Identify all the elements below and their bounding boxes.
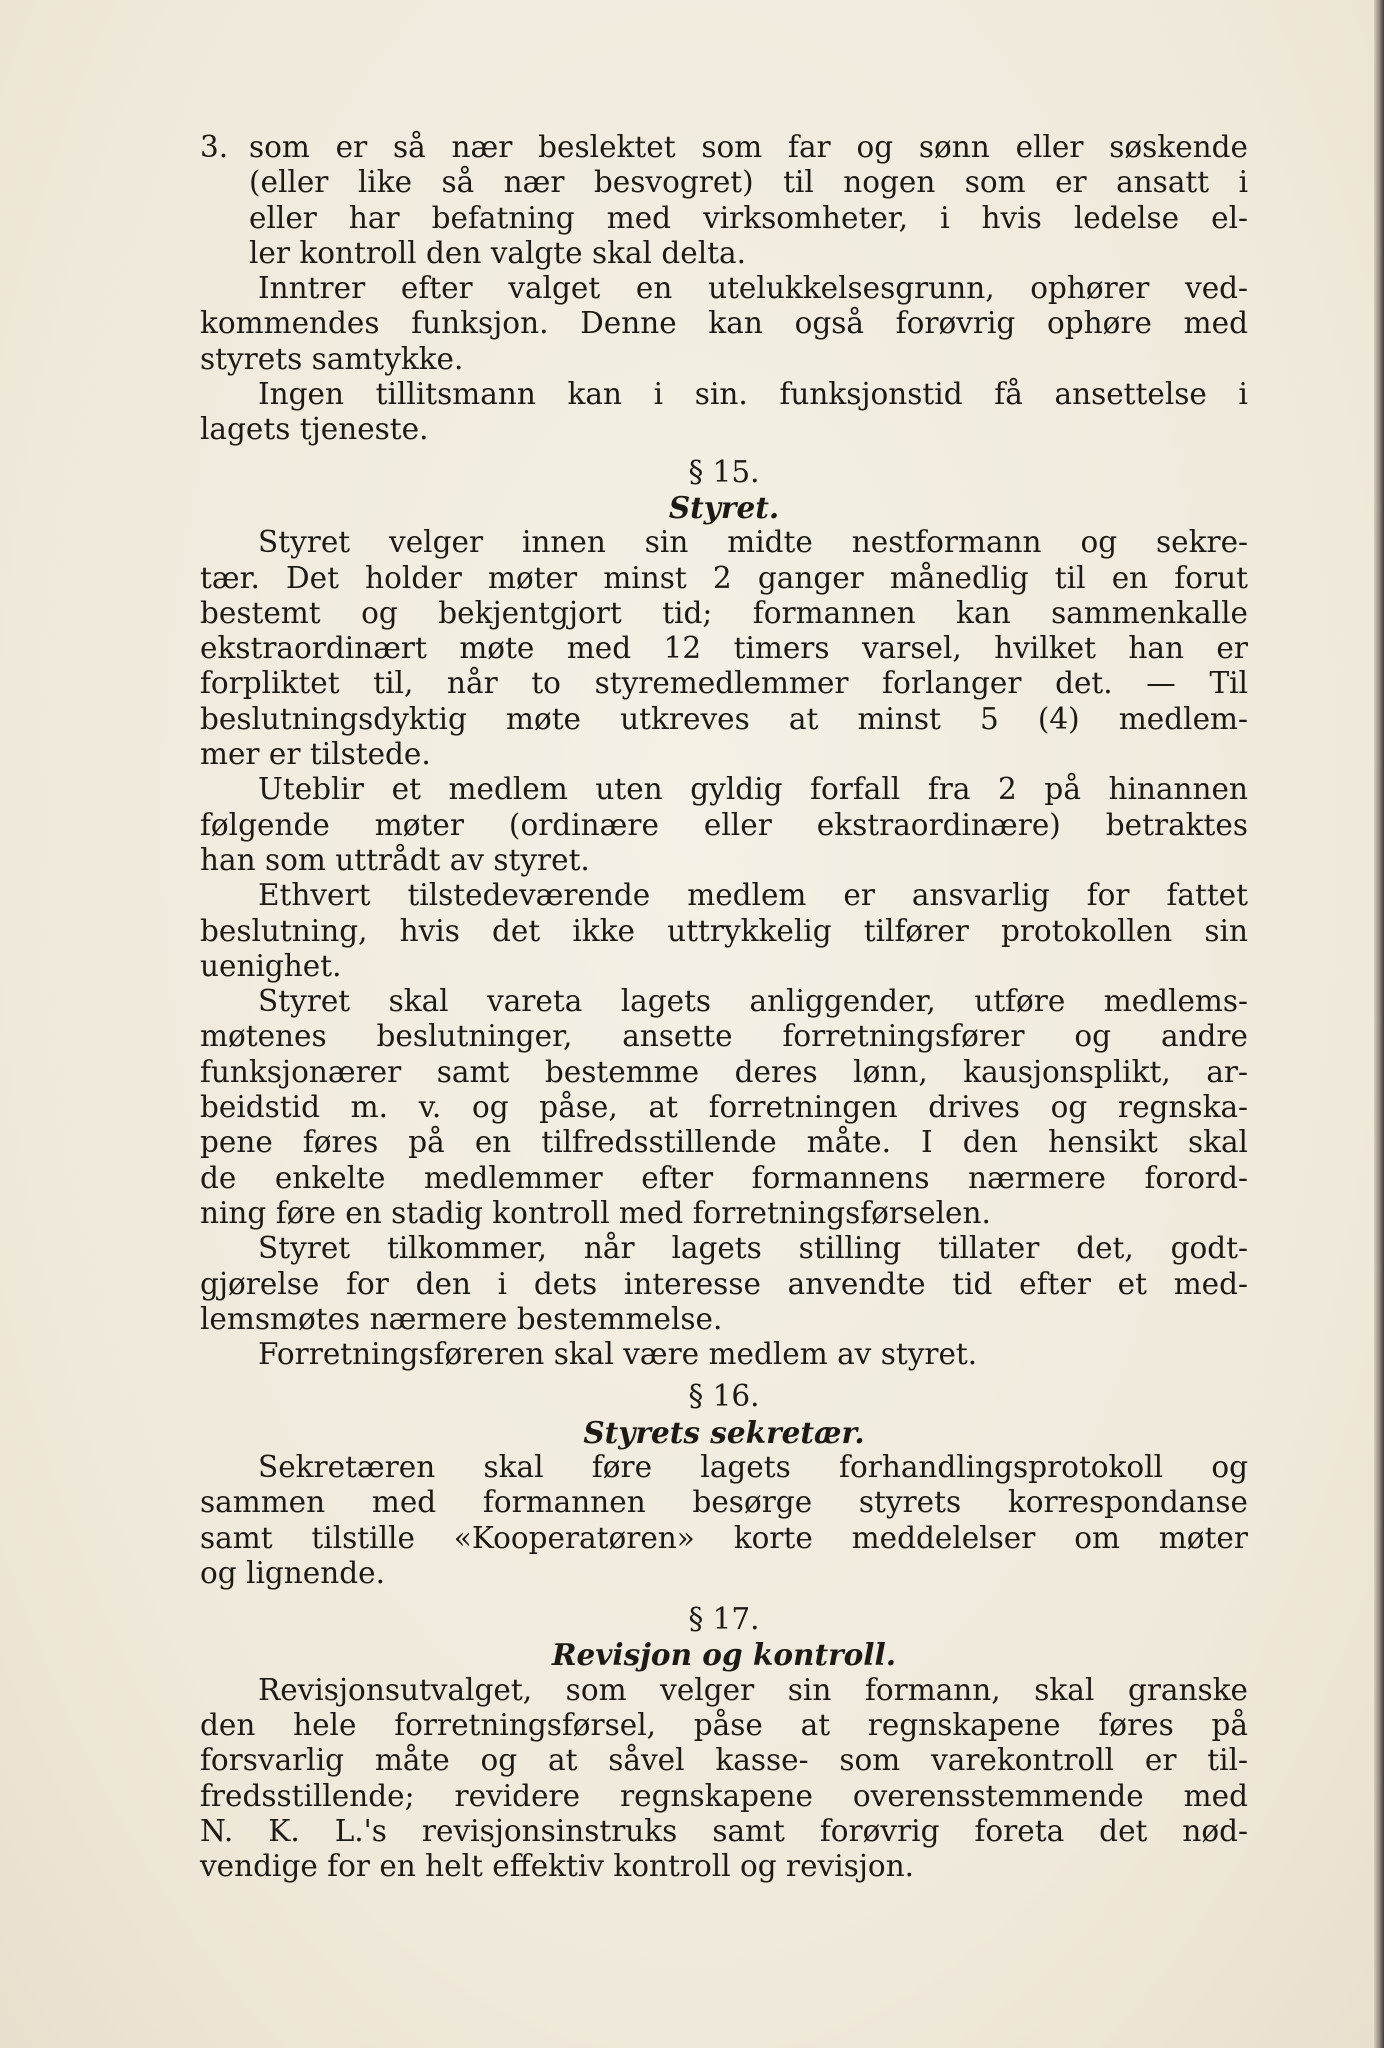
text-line: Styret tilkommer, når lagets stilling tillater det, godt- — [258, 1231, 1248, 1266]
paragraph-s15-3 — [200, 878, 1248, 984]
page-edge-shadow — [1374, 0, 1384, 2048]
text-line: forsvarlig måte og at såvel kasse- som varekontroll er til- — [200, 1743, 1248, 1778]
text-line: Inntrer efter valget en utelukkelsesgrunn, ophører ved- — [258, 271, 1248, 306]
text-line: kommendes funksjon. Denne kan også forøvrig ophøre med — [200, 306, 1248, 341]
text-line: og lignende. — [200, 1555, 385, 1590]
text-line: ning føre en stadig kontroll med forretningsførselen. — [200, 1195, 991, 1230]
text-line: Ingen tillitsmann kan i sin. funksjonstid få ansettelse i — [258, 377, 1248, 412]
text-line: Ethvert tilstedeværende medlem er ansvarlig for fattet — [258, 878, 1248, 913]
section-15-heading — [200, 455, 1248, 526]
paragraph-s15-1 — [200, 525, 1248, 772]
text-line: fredsstillende; revidere regnskapene overensstemmende med — [200, 1778, 1248, 1813]
text-line: følgende møter (ordinære eller ekstraordinære) betraktes — [200, 807, 1248, 842]
text-line: han som uttrådt av styret. — [200, 842, 590, 877]
section-number: § 17. — [688, 1602, 760, 1637]
text-line: sammen med formannen besørge styrets korrespondanse — [200, 1485, 1248, 1520]
text-line: samt tilstille «Kooperatøren» korte meddelelser om møter — [200, 1520, 1248, 1555]
text-line: Uteblir et medlem uten gyldig forfall fra 2 på hinannen — [258, 772, 1248, 807]
item-3-paragraph — [200, 130, 1248, 271]
paragraph-s15-4 — [200, 984, 1248, 1231]
text-line: beslutning, hvis det ikke uttrykkelig tilfører protokollen sin — [200, 913, 1248, 948]
text-line: ler kontroll den valgte skal delta. — [249, 235, 746, 270]
section-number: § 15. — [688, 454, 760, 489]
section-16-heading — [200, 1379, 1248, 1450]
text-line: eller har befatning med virksomheter, i hvis ledelse el- — [249, 200, 1248, 235]
text-line: gjørelse for den i dets interesse anvendte tid efter et med- — [200, 1266, 1248, 1301]
text-line: som er så nær beslektet som far og sønn eller søskende — [249, 130, 1248, 164]
text-line: Styret skal vareta lagets anliggender, utføre medlems- — [258, 984, 1248, 1019]
section-number: § 16. — [688, 1379, 760, 1414]
text-line: lagets tjeneste. — [200, 412, 429, 447]
text-line: bestemt og bekjentgjort tid; formannen kan sammenkalle — [200, 595, 1248, 630]
text-line: Revisjonsutvalget, som velger sin formann, skal granske — [258, 1672, 1248, 1707]
text-line: uenighet. — [200, 948, 342, 983]
text-line: N. K. L.'s revisjonsinstruks samt forøvrig foreta det nød- — [200, 1813, 1248, 1848]
text-line: ekstraordinært møte med 12 timers varsel, hvilket han er — [200, 631, 1248, 666]
section-title: Styrets sekretær. — [583, 1414, 865, 1450]
paragraph-ingen — [200, 377, 1248, 448]
item-3-number: 3. — [200, 130, 229, 164]
paragraph-s17-1 — [200, 1673, 1248, 1885]
text-line: tær. Det holder møter minst 2 ganger månedlig til en forut — [200, 560, 1248, 595]
text-line: Sekretæren skal føre lagets forhandlingsprotokoll og — [258, 1449, 1248, 1484]
text-line: beslutningsdyktig møte utkreves at minst 5 (4) medlem- — [200, 701, 1248, 736]
text-line: mer er tilstede. — [200, 737, 431, 772]
text-line: (eller like så nær besvogret) til nogen som er ansatt i — [249, 165, 1248, 200]
text-line: styrets samtykke. — [200, 341, 464, 376]
text-line: vendige for en helt effektiv kontroll og revisjon. — [200, 1849, 915, 1884]
text-line: de enkelte medlemmer efter formannens nærmere forord- — [200, 1160, 1248, 1195]
section-title: Revisjon og kontroll. — [552, 1637, 896, 1673]
document-body — [200, 130, 1248, 1885]
text-line: lemsmøtes nærmere bestemmelse. — [200, 1301, 723, 1336]
section-title: Styret. — [668, 489, 780, 525]
text-line: pene føres på en tilfredsstillende måte. I den hensikt skal — [200, 1125, 1248, 1160]
text-line: funksjonærer samt bestemme deres lønn, kausjonsplikt, ar- — [200, 1054, 1248, 1089]
paragraph-s15-6 — [200, 1337, 1248, 1372]
paragraph-s15-2 — [200, 772, 1248, 878]
text-line: den hele forretningsførsel, påse at regnskapene føres på — [200, 1708, 1248, 1743]
paragraph-s15-5 — [200, 1231, 1248, 1337]
text-line: Forretningsføreren skal være medlem av styret. — [258, 1337, 978, 1372]
paragraph-inntrer — [200, 271, 1248, 377]
text-line: Styret velger innen sin midte nestformann og sekre- — [258, 525, 1248, 560]
section-17-heading — [200, 1602, 1248, 1673]
text-line: møtenes beslutninger, ansette forretningsfører og andre — [200, 1019, 1248, 1054]
text-line: forpliktet til, når to styremedlemmer forlanger det. — Til — [200, 666, 1248, 701]
text-line: beidstid m. v. og påse, at forretningen drives og regnska- — [200, 1090, 1248, 1125]
paragraph-s16-1 — [200, 1450, 1248, 1591]
